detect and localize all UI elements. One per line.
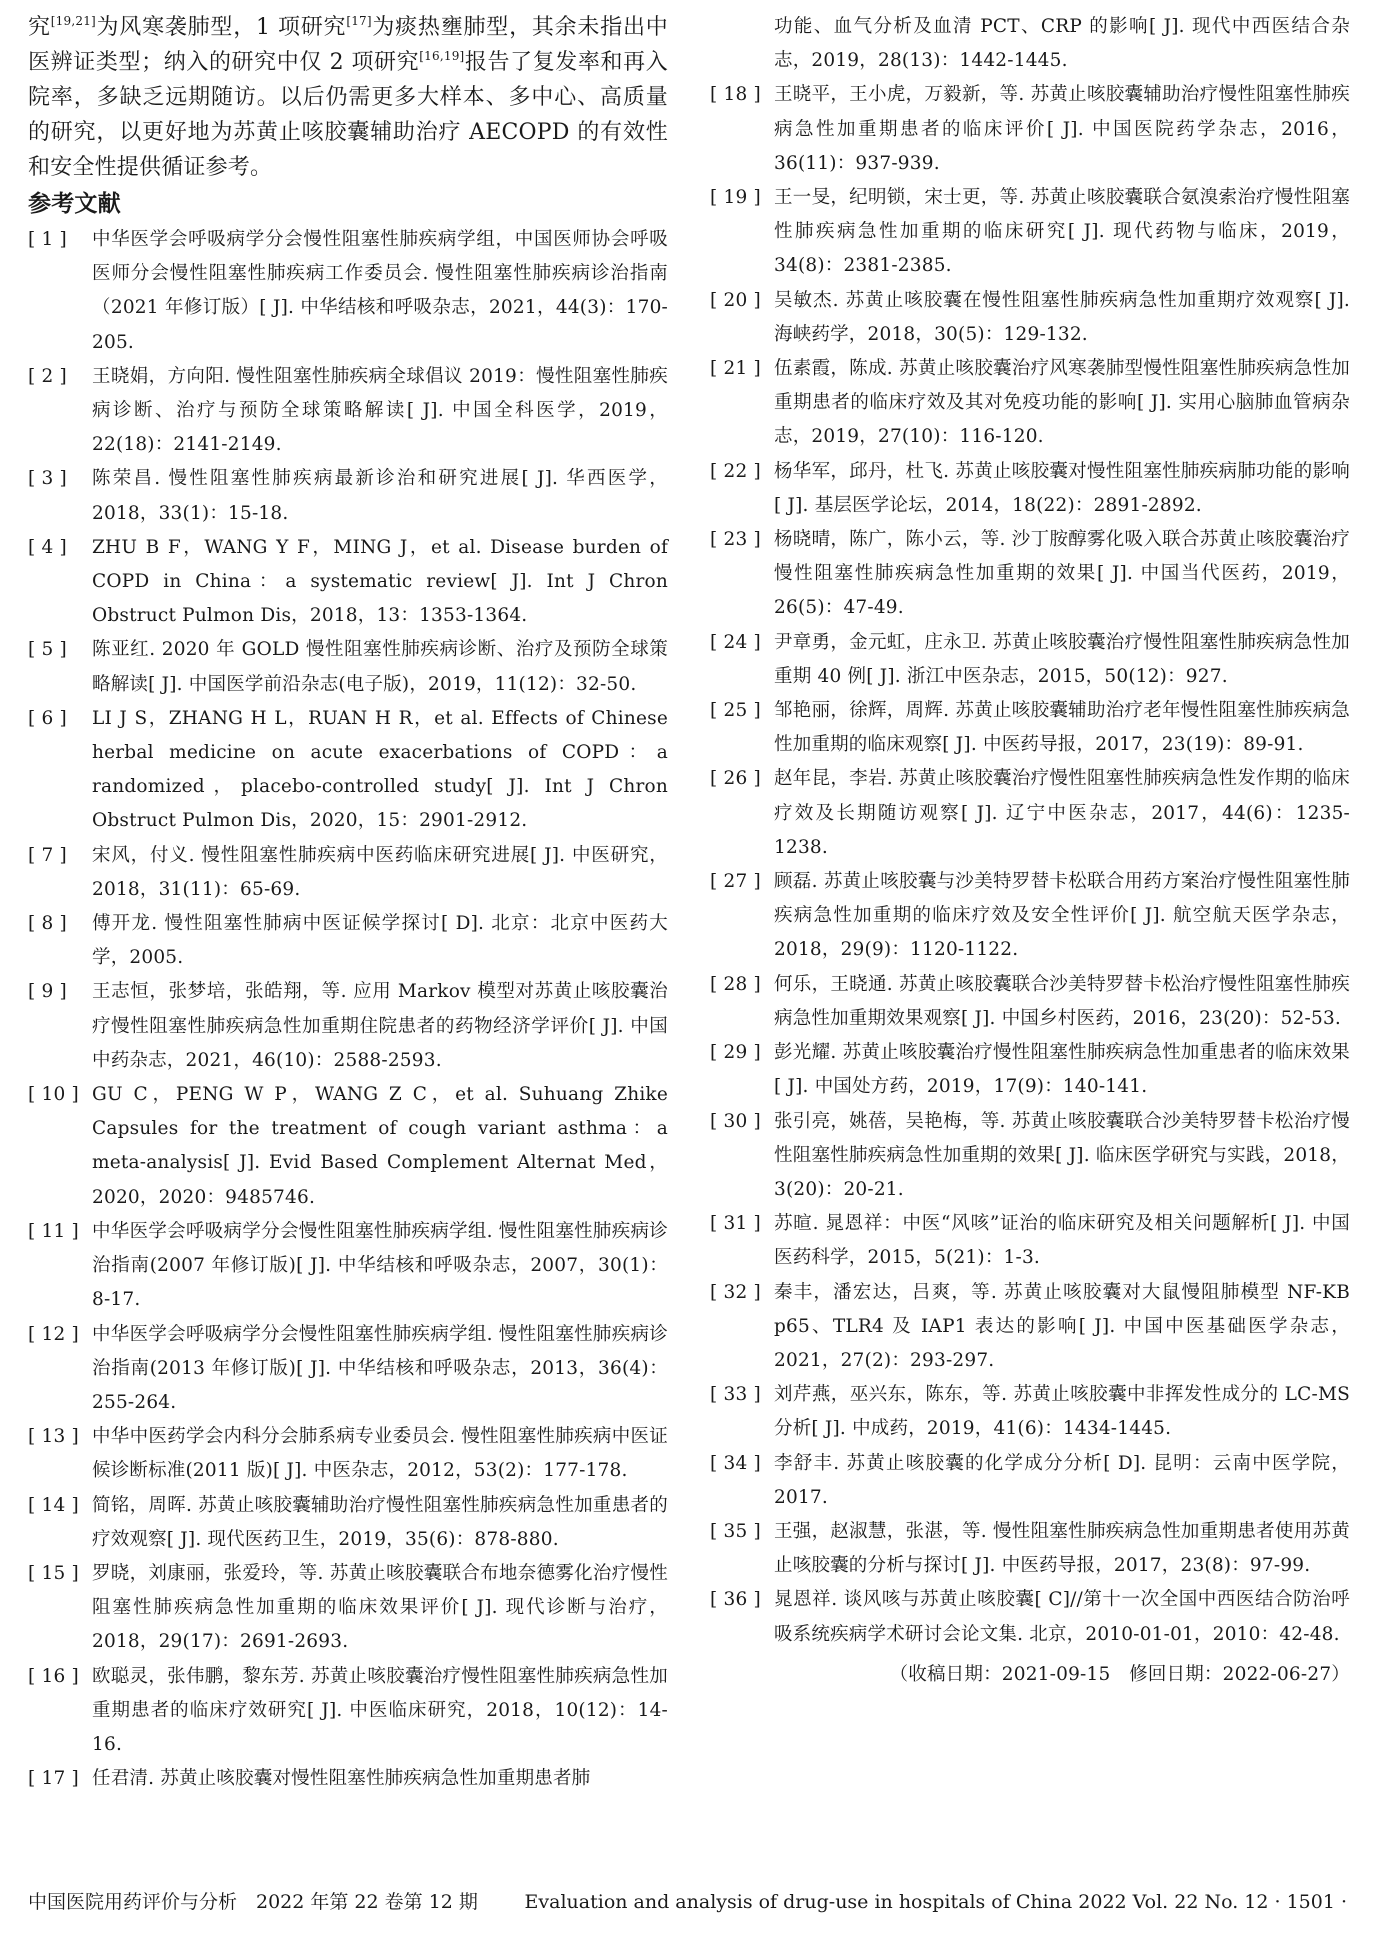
reference-item — [710, 762, 1350, 865]
reference-item — [28, 531, 668, 634]
reference-item — [28, 462, 668, 530]
reference-number: [ 1 ] — [28, 229, 67, 250]
reference-item — [710, 1105, 1350, 1208]
reference-item — [710, 1583, 1350, 1651]
reference-item — [28, 223, 668, 360]
reference-item — [710, 1447, 1350, 1515]
reference-number: [ 16 ] — [28, 1665, 79, 1687]
reference-item — [710, 1036, 1350, 1104]
footer-journal-cn: 中国医院用药评价与分析 2022 年第 22 卷第 12 期 — [28, 1891, 478, 1913]
reference-item — [28, 1762, 668, 1796]
reference-text: 陈亚红. 2020 年 GOLD 慢性阻塞性肺疾病诊断、治疗及预防全球策略解读[ J]. 中国医学前沿杂志(电子版)，2019，11(12)：32-50. — [92, 639, 668, 695]
reference-text: 李舒丰. 苏黄止咳胶囊的化学成分分析[ D]. 昆明：云南中医学院，2017. — [774, 1452, 1350, 1508]
reference-text: 任君清. 苏黄止咳胶囊对慢性阻塞性肺疾病急性加重期患者肺 — [92, 1768, 591, 1790]
reference-text: 张引亮，姚蓓，吴艳梅，等. 苏黄止咳胶囊联合沙美特罗替卡松治疗慢性阻塞性肺疾病急性加重期的效果[ J]. 临床医学研究与实践，2018，3(20)：20-21. — [774, 1110, 1350, 1200]
reference-number: [ 3 ] — [28, 468, 67, 490]
right-column — [710, 10, 1350, 1692]
reference-number: [ 18 ] — [710, 84, 761, 106]
reference-text: 中华医学会呼吸病学分会慢性阻塞性肺疾病学组. 慢性阻塞性肺疾病诊治指南(2007 年修订版)[ J]. 中华结核和呼吸杂志，2007，30(1)：8-17. — [92, 1220, 668, 1311]
reference-number: [ 19 ] — [710, 187, 761, 209]
reference-number: [ 28 ] — [710, 973, 761, 995]
reference-item — [710, 284, 1350, 352]
reference-item — [28, 1660, 668, 1763]
reference-number: [ 7 ] — [28, 844, 67, 866]
reference-text: 中华医学会呼吸病学分会慢性阻塞性肺疾病学组. 慢性阻塞性肺疾病诊治指南(2013 年修订版)[ J]. 中华结核和呼吸杂志，2013，36(4)：255-264. — [92, 1323, 668, 1413]
reference-item — [28, 1215, 668, 1318]
reference-item — [710, 78, 1350, 181]
reference-text: ZHU B F，WANG Y F，MING J，et al. Disease burden of COPD in China：a systematic review[ J]. Int J Chron Obstruct Pulmon Dis，2018，13：1353-1364. — [92, 536, 668, 627]
reference-number: [ 31 ] — [710, 1213, 761, 1235]
reference-item — [710, 1207, 1350, 1275]
reference-number: [ 25 ] — [710, 700, 761, 722]
received-dates: （收稿日期：2021-09-15 修回日期：2022-06-27） — [889, 1663, 1350, 1685]
reference-number: [ 8 ] — [28, 913, 67, 935]
reference-text: 中华医学会呼吸病学分会慢性阻塞性肺疾病学组，中国医师协会呼吸医师分会慢性阻塞性肺疾病工作委员会. 慢性阻塞性肺疾病诊治指南（2021 年修订版）[ J]. 中华结核和呼吸杂志，2021，44(3)：170-205. — [92, 229, 668, 353]
reference-text: 王强，赵淑慧，张湛，等. 慢性阻塞性肺疾病急性加重期患者使用苏黄止咳胶囊的分析与探讨[ J]. 中医药导报，2017，23(8)：97-99. — [774, 1520, 1350, 1577]
intro-paragraph: 究[19,21]为风寒袭肺型，1 项研究[17]为痰热壅肺型，其余未指出中医辨证类型；纳入的研究中仅 2 项研究[16,19]报告了复发率和再入院率，多缺乏远期随访。以后仍需更多大样本、多中心、高质量的研究，以更好地为苏黄止咳胶囊辅助治疗 AECOPD 的有效性和安全性提供循证参考。 — [28, 14, 668, 180]
reference-text: 宋风，付义. 慢性阻塞性肺疾病中医药临床研究进展[ J]. 中医研究，2018，31(11)：65-69. — [92, 844, 668, 900]
reference-text: 杨晓晴，陈广，陈小云，等. 沙丁胺醇雾化吸入联合苏黄止咳胶囊治疗慢性阻塞性肺疾病急性加重期的效果[ J]. 中国当代医药，2019，26(5)：47-49. — [774, 529, 1350, 619]
reference-item — [28, 360, 668, 463]
citation-superscript: [16,19] — [419, 49, 465, 63]
reference-text: 王志恒，张梦培，张皓翔，等. 应用 Markov 模型对苏黄止咳胶囊治疗慢性阻塞性肺疾病急性加重期住院患者的药物经济学评价[ J]. 中国中药杂志，2021，46(10)：2588-2593. — [92, 981, 668, 1071]
reference-item — [710, 968, 1350, 1036]
reference-number: [ 14 ] — [28, 1494, 79, 1516]
left-column — [28, 10, 668, 1796]
reference-text: 晁恩祥. 谈风咳与苏黄止咳胶囊[ C]//第十一次全国中西医结合防治呼吸系统疾病学术研讨会论文集. 北京，2010-01-01，2010：42-48. — [774, 1589, 1350, 1645]
reference-text: 王晓娟，方向阳. 慢性阻塞性肺疾病全球倡议 2019：慢性阻塞性肺疾病诊断、治疗与预防全球策略解读[ J]. 中国全科医学，2019，22(18)：2141-2149. — [92, 365, 668, 456]
reference-number: [ 2 ] — [28, 365, 67, 387]
reference-text: 功能、血气分析及血清 PCT、CRP 的影响[ J]. 现代中西医结合杂志，2019，28(13)：1442-1445. — [774, 16, 1350, 72]
reference-list-right — [710, 10, 1350, 1652]
reference-item — [28, 633, 668, 701]
reference-item — [710, 1378, 1350, 1446]
reference-text: 秦丰，潘宏达，吕爽，等. 苏黄止咳胶囊对大鼠慢阻肺模型 NF-KB p65、TLR4 及 IAP1 表达的影响[ J]. 中国中医基础医学杂志，2021，27(2)：293-297. — [774, 1281, 1350, 1371]
reference-number: [ 11 ] — [28, 1220, 79, 1242]
reference-list-left — [28, 223, 668, 1796]
reference-item — [28, 839, 668, 907]
footer-journal-en: Evaluation and analysis of drug-use in hospitals of China 2022 Vol. 22 No. 12 · 1501 · — [524, 1891, 1347, 1913]
reference-number: [ 4 ] — [28, 536, 67, 558]
reference-text: 邹艳丽，徐辉，周辉. 苏黄止咳胶囊辅助治疗老年慢性阻塞性肺疾病急性加重期的临床观察[ J]. 中医药导报，2017，23(19)：89-91. — [774, 700, 1350, 756]
reference-text: 简铭，周晖. 苏黄止咳胶囊辅助治疗慢性阻塞性肺疾病急性加重患者的疗效观察[ J]. 现代医药卫生，2019，35(6)：878-880. — [92, 1494, 668, 1550]
reference-item — [710, 455, 1350, 523]
reference-text: 尹章勇，金元虹，庄永卫. 苏黄止咳胶囊治疗慢性阻塞性肺疾病急性加重期 40 例[ J]. 浙江中医杂志，2015，50(12)：927. — [774, 631, 1350, 687]
reference-item — [28, 1420, 668, 1488]
reference-text: 刘芹燕，巫兴东，陈东，等. 苏黄止咳胶囊中非挥发性成分的 LC-MS 分析[ J]. 中成药，2019，41(6)：1434-1445. — [774, 1384, 1350, 1440]
reference-item — [710, 865, 1350, 968]
reference-number: [ 33 ] — [710, 1384, 761, 1406]
reference-item — [28, 1489, 668, 1557]
reference-text: 王一旻，纪明锁，宋士更，等. 苏黄止咳胶囊联合氨溴索治疗慢性阻塞性肺疾病急性加重期的临床研究[ J]. 现代药物与临床，2019，34(8)：2381-2385. — [774, 187, 1350, 277]
reference-text: 何乐，王晓通. 苏黄止咳胶囊联合沙美特罗替卡松治疗慢性阻塞性肺疾病急性加重期效果观察[ J]. 中国乡村医药，2016，23(20)：52-53. — [774, 973, 1350, 1029]
reference-number: [ 32 ] — [710, 1281, 761, 1303]
reference-text: 赵年昆，李岩. 苏黄止咳胶囊治疗慢性阻塞性肺疾病急性发作期的临床疗效及长期随访观察[ J]. 辽宁中医杂志，2017，44(6)：1235-1238. — [774, 768, 1350, 858]
reference-number: [ 10 ] — [28, 1084, 79, 1106]
reference-text: 罗晓，刘康丽，张爱玲，等. 苏黄止咳胶囊联合布地奈德雾化治疗慢性阻塞性肺疾病急性加重期的临床效果评价[ J]. 现代诊断与治疗，2018，29(17)：2691-2693. — [92, 1562, 668, 1653]
reference-item — [710, 352, 1350, 455]
reference-item — [710, 694, 1350, 762]
reference-number: [ 6 ] — [28, 707, 67, 729]
reference-item — [710, 523, 1350, 626]
reference-item — [710, 181, 1350, 284]
references-heading: 参考文献 — [28, 191, 121, 217]
reference-text: 中华中医药学会内科分会肺系病专业委员会. 慢性阻塞性肺疾病中医证候诊断标准(2011 版)[ J]. 中医杂志，2012，53(2)：177-178. — [92, 1426, 668, 1482]
reference-number: [ 12 ] — [28, 1323, 79, 1345]
reference-item — [28, 1318, 668, 1421]
reference-text: 彭光耀. 苏黄止咳胶囊治疗慢性阻塞性肺疾病急性加重患者的临床效果[ J]. 中国处方药，2019，17(9)：140-141. — [774, 1042, 1350, 1098]
reference-number: [ 29 ] — [710, 1042, 761, 1064]
reference-text: 杨华军，邱丹，杜飞. 苏黄止咳胶囊对慢性阻塞性肺疾病肺功能的影响[ J]. 基层医学论坛，2014，18(22)：2891-2892. — [774, 460, 1350, 516]
reference-text: 王晓平，王小虎，万毅新，等. 苏黄止咳胶囊辅助治疗慢性阻塞性肺疾病急性加重期患者的临床评价[ J]. 中国医院药学杂志，2016，36(11)：937-939. — [774, 84, 1350, 174]
reference-text: 苏暄. 晁恩祥：中医“风咳”证治的临床研究及相关问题解析[ J]. 中国医药科学，2015，5(21)：1-3. — [774, 1213, 1350, 1269]
reference-number: [ 30 ] — [710, 1110, 761, 1132]
reference-text: 傅开龙. 慢性阻塞性肺病中医证候学探讨[ D]. 北京：北京中医药大学，2005. — [92, 913, 668, 969]
reference-number: [ 27 ] — [710, 871, 761, 893]
reference-text: 陈荣昌. 慢性阻塞性肺疾病最新诊治和研究进展[ J]. 华西医学，2018，33(1)：15-18. — [92, 468, 668, 524]
reference-text: 伍素霞，陈成. 苏黄止咳胶囊治疗风寒袭肺型慢性阻塞性肺疾病急性加重期患者的临床疗效及其对免疫功能的影响[ J]. 实用心脑肺血管病杂志，2019，27(10)：116-120. — [774, 358, 1350, 448]
reference-text: GU C，PENG W P，WANG Z C，et al. Suhuang Zhike Capsules for the treatment of cough variant asthma：a meta-analysis[ J]. Evid Based Complement Alternat Med，2020，2020：9485746. — [92, 1084, 668, 1208]
reference-item — [710, 1515, 1350, 1583]
reference-item — [28, 907, 668, 975]
reference-number: [ 22 ] — [710, 460, 761, 482]
reference-item — [710, 626, 1350, 694]
reference-number: [ 21 ] — [710, 358, 761, 380]
reference-number: [ 9 ] — [28, 981, 67, 1003]
reference-number: [ 17 ] — [28, 1768, 79, 1790]
reference-number: [ 13 ] — [28, 1426, 79, 1448]
reference-number: [ 26 ] — [710, 768, 761, 790]
reference-number: [ 24 ] — [710, 631, 761, 653]
reference-number: [ 34 ] — [710, 1452, 761, 1474]
reference-number: [ 36 ] — [710, 1589, 761, 1611]
reference-number: [ 20 ] — [710, 289, 761, 311]
citation-superscript: [17] — [346, 14, 372, 28]
reference-item — [28, 1078, 668, 1215]
reference-number: [ 23 ] — [710, 529, 761, 551]
reference-item — [710, 1276, 1350, 1379]
reference-text: 欧聪灵，张伟鹏，黎东芳. 苏黄止咳胶囊治疗慢性阻塞性肺疾病急性加重期患者的临床疗效研究[ J]. 中医临床研究，2018，10(12)：14-16. — [92, 1665, 668, 1755]
reference-number: [ 5 ] — [28, 639, 67, 661]
reference-number: [ 35 ] — [710, 1520, 761, 1542]
reference-number: [ 15 ] — [28, 1562, 79, 1584]
reference-text: LI J S，ZHANG H L，RUAN H R，et al. Effects of Chinese herbal medicine on acute exacerbations of COPD：a randomized，placebo-controlled study[ J]. Int J Chron Obstruct Pulmon Dis，2020，15：2901-2912. — [92, 707, 668, 832]
reference-item — [28, 975, 668, 1078]
reference-item — [28, 702, 668, 839]
reference-item — [710, 10, 1350, 78]
reference-text: 顾磊. 苏黄止咳胶囊与沙美特罗替卡松联合用药方案治疗慢性阻塞性肺疾病急性加重期的临床疗效及安全性评价[ J]. 航空航天医学杂志，2018，29(9)：1120-1122. — [774, 871, 1350, 961]
reference-text: 吴敏杰. 苏黄止咳胶囊在慢性阻塞性肺疾病急性加重期疗效观察[ J]. 海峡药学，2018，30(5)：129-132. — [774, 289, 1350, 345]
citation-superscript: [19,21] — [50, 14, 96, 28]
reference-item — [28, 1557, 668, 1660]
